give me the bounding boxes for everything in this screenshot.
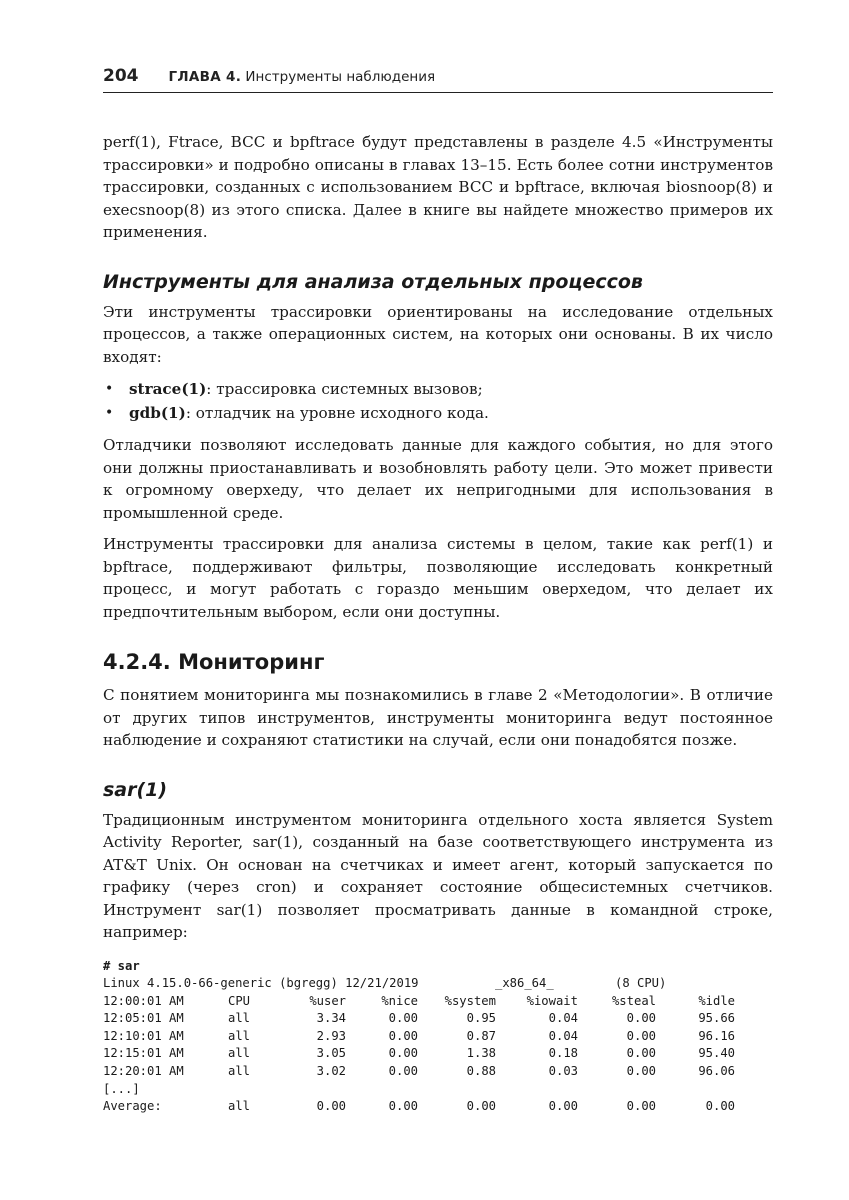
tool-description: : отладчик на уровне исходного кода. <box>185 404 489 422</box>
table-cell: 0.00 <box>466 1099 496 1114</box>
section-heading-sar: sar(1) <box>103 778 168 801</box>
table-cell: 12:20:01 AM <box>103 1064 184 1079</box>
table-cell: 3.34 <box>316 1011 346 1026</box>
table-cell: 2.93 <box>316 1028 346 1043</box>
table-cell: all <box>228 1028 251 1043</box>
table-cell: 0.00 <box>626 1046 656 1061</box>
table-cell: 12:00:01 AM <box>103 993 184 1008</box>
code-system-line <box>103 975 773 993</box>
debuggers-paragraph: Отладчики позволяют исследовать данные для каждого события, но для этого они должны приостанавливать и возобновлять работу цели. Это может привести к огромному оверхеду, что делает их непригодными для использования в промышленной среде. <box>103 436 773 522</box>
table-cell: 3.02 <box>316 1064 346 1079</box>
table-cell: 12:05:01 AM <box>103 1011 184 1026</box>
table-cell: all <box>228 1064 251 1079</box>
tool-description: : трассировка системных вызовов; <box>206 380 483 398</box>
table-cell: Average: <box>103 1099 162 1114</box>
table-cell: 0.00 <box>388 1028 418 1043</box>
table-cell: 0.00 <box>626 1011 656 1026</box>
tool-bullet-list <box>103 377 773 425</box>
table-cell: 0.00 <box>388 1099 418 1114</box>
section-heading-process-tools: Инструменты для анализа отдельных процессов <box>103 270 643 293</box>
list-item <box>103 401 773 425</box>
table-cell: 0.04 <box>548 1028 578 1043</box>
tool-term: gdb(1) <box>129 404 186 422</box>
table-cell: 0.00 <box>626 1028 656 1043</box>
page-number: 204 <box>103 66 139 86</box>
code-command: # sar <box>103 958 140 973</box>
table-cell: 0.87 <box>466 1028 496 1043</box>
system-line-part: _x86_64_ <box>495 976 554 991</box>
table-cell: %steal <box>611 993 656 1008</box>
running-head <box>103 66 773 93</box>
table-cell: 0.95 <box>466 1011 496 1026</box>
sar-code-listing <box>103 958 773 1116</box>
table-cell: 0.00 <box>388 1011 418 1026</box>
sar-paragraph: Традиционным инструментом мониторинга отдельного хоста является System Activity Reporter, sar(1), созданный на базе соответствующего инструмента из AT&T Unix. Он основан на счетчиках и имеет агент, который запускается по графику (через cron) и сохраняет состояние общесистемных счетчиков. Инструмент sar(1) позволяет просматривать данные в командной строке, например: <box>103 810 773 941</box>
bullet-icon: • <box>105 381 114 397</box>
average-row <box>103 1098 735 1116</box>
table-cell: 0.00 <box>548 1099 578 1114</box>
table-cell: %nice <box>381 993 418 1008</box>
table-cell: 0.00 <box>388 1064 418 1079</box>
table-cell: 0.18 <box>548 1046 578 1061</box>
process-tools-paragraph: Эти инструменты трассировки ориентированы на исследование отдельных процессов, а также операционных систем, на которых они основаны. В их число входят: <box>103 302 773 366</box>
sar-output-table <box>103 993 735 1116</box>
tool-term: strace(1) <box>129 380 207 398</box>
tracing-tools-paragraph: Инструменты трассировки для анализа системы в целом, такие как perf(1) и bpftrace, поддерживают фильтры, позволяющие исследовать конкретный процесс, и могут работать с гораздо меньшим оверхедом, что делает их предпочтительным выбором, если они доступны. <box>103 535 773 621</box>
table-cell: 0.00 <box>626 1099 656 1114</box>
list-item <box>103 377 773 401</box>
table-cell: %system <box>444 993 496 1008</box>
table-row <box>103 1045 735 1063</box>
book-page <box>103 66 773 1116</box>
table-row <box>103 1010 735 1028</box>
table-cell: 0.00 <box>316 1099 346 1114</box>
intro-paragraph: perf(1), Ftrace, BCC и bpftrace будут представлены в разделе 4.5 «Инструменты трассировки» и подробно описаны в главах 13–15. Есть более сотни инструментов трассировки, созданных с использованием BCC и bpftrace, включая biosnoop(8) и execsnoop(8) из этого списка. Далее в книге вы найдете множество примеров их применения. <box>103 133 773 241</box>
table-cell: 3.05 <box>316 1046 346 1061</box>
ellipsis-row <box>103 1081 735 1099</box>
system-line-part: Linux 4.15.0-66-generic (bgregg) 12/21/2019 <box>103 976 419 991</box>
table-row <box>103 1028 735 1046</box>
table-cell: 95.66 <box>698 1011 735 1026</box>
table-header-row <box>103 993 735 1011</box>
table-cell: 0.04 <box>548 1011 578 1026</box>
monitoring-paragraph: С понятием мониторинга мы познакомились в главе 2 «Методологии». В отличие от других типов инструментов, инструменты мониторинга ведут постоянное наблюдение и сохраняют статистики на случай, если они понадобятся позже. <box>103 686 773 749</box>
table-cell: %user <box>309 993 346 1008</box>
ellipsis: [...] <box>103 1081 140 1096</box>
table-cell: 0.00 <box>705 1099 735 1114</box>
chapter-number: ГЛАВА 4. <box>168 69 242 85</box>
table-cell: all <box>228 1046 251 1061</box>
table-cell: %idle <box>698 993 735 1008</box>
table-cell: 0.88 <box>466 1064 496 1079</box>
table-cell: 95.40 <box>698 1046 735 1061</box>
table-cell: all <box>228 1099 251 1114</box>
table-cell: 0.00 <box>626 1064 656 1079</box>
table-row <box>103 1063 735 1081</box>
section-heading-monitoring: 4.2.4. Мониторинг <box>103 650 325 674</box>
system-line-part: (8 CPU) <box>615 976 667 991</box>
table-cell: 96.06 <box>698 1064 735 1079</box>
table-cell: 12:15:01 AM <box>103 1046 184 1061</box>
table-cell: 96.16 <box>698 1028 735 1043</box>
table-cell: 1.38 <box>466 1046 496 1061</box>
chapter-title: Инструменты наблюдения <box>245 69 436 85</box>
chapter-label <box>169 69 436 85</box>
table-cell: 12:10:01 AM <box>103 1028 184 1043</box>
bullet-icon: • <box>105 405 114 421</box>
table-cell: all <box>228 1011 251 1026</box>
table-cell: 0.00 <box>388 1046 418 1061</box>
table-cell: 0.03 <box>548 1064 578 1079</box>
table-cell: %iowait <box>526 993 578 1008</box>
table-cell: CPU <box>228 993 251 1008</box>
